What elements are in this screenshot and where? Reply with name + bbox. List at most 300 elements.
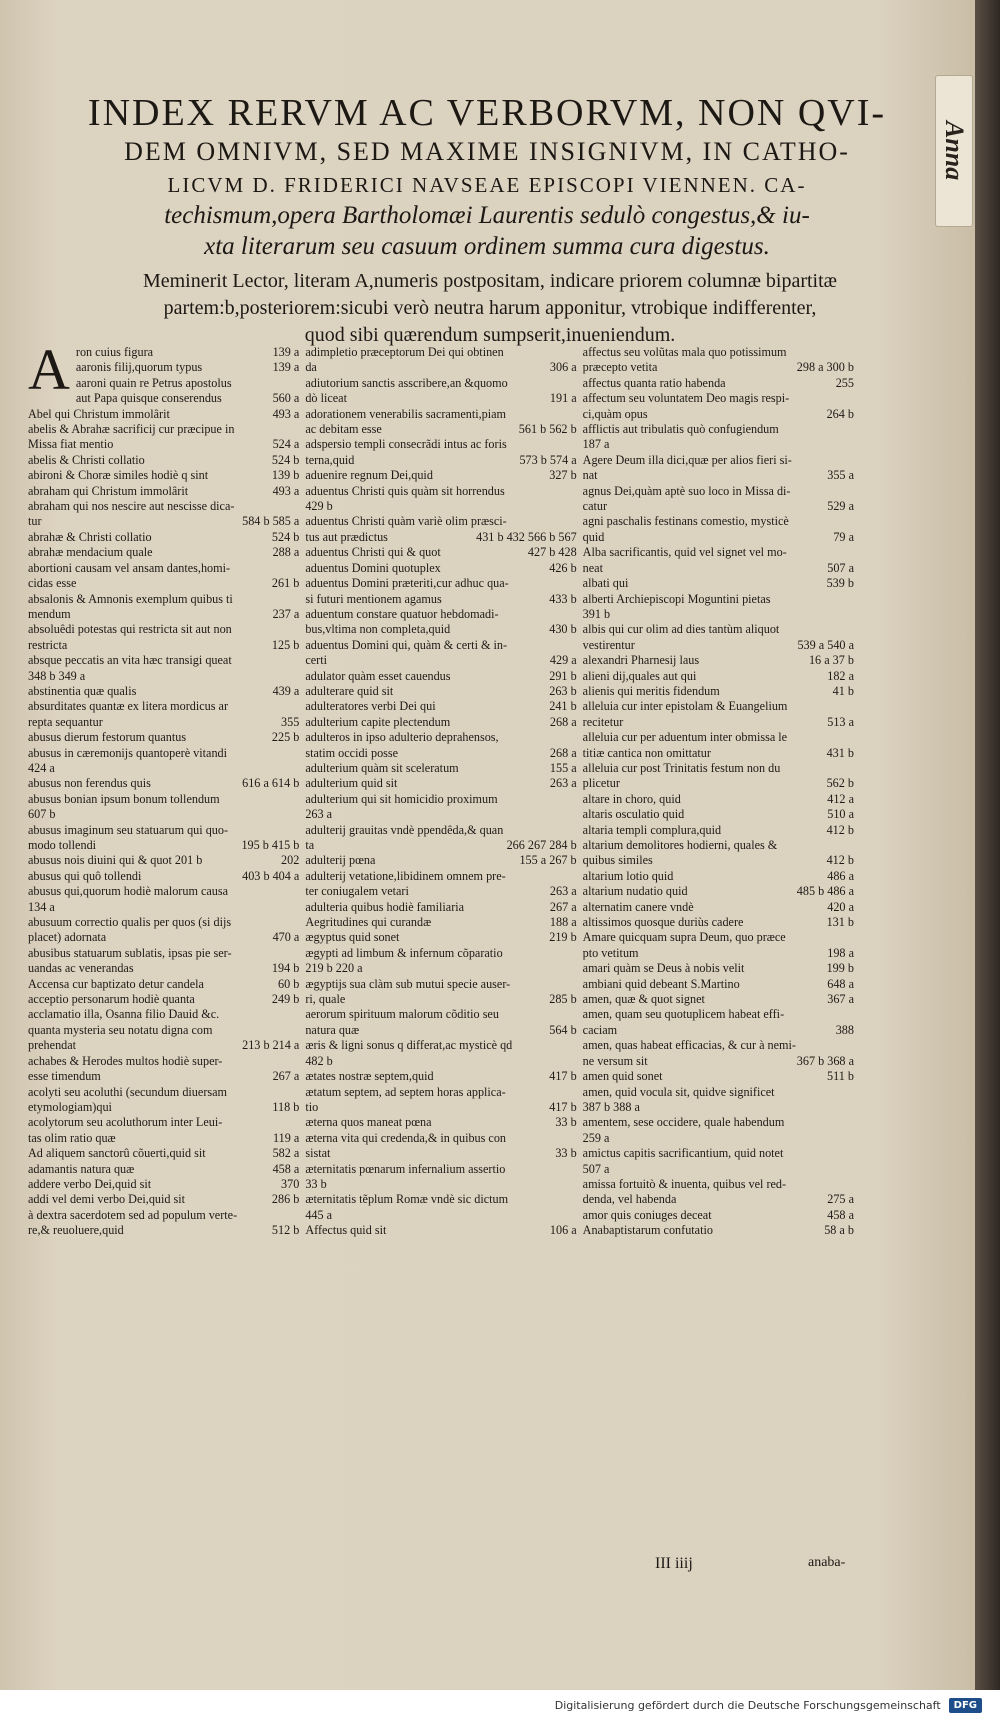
- index-entry: [28, 930, 299, 945]
- index-entry: [28, 776, 299, 791]
- index-entry: [583, 838, 854, 853]
- index-term: adamantis natura quæ: [28, 1161, 135, 1176]
- index-term: altaris osculatio quid: [582, 807, 685, 822]
- page-reference: 263 b: [549, 683, 577, 698]
- index-term: adimpletio præceptorum Dei qui obtinen: [305, 345, 504, 359]
- index-term: aerorum spirituum malorum cõditio seu: [305, 1007, 499, 1022]
- page-reference: 355: [281, 714, 300, 729]
- index-term: aduenire regnum Dei,quid: [305, 468, 433, 483]
- index-entry: [305, 838, 576, 853]
- index-entry: [583, 1192, 854, 1207]
- index-term: abraham qui nos nescire aut nescisse dica-: [28, 499, 235, 514]
- index-term: altarium demolitores hodierni, quales &: [582, 838, 778, 852]
- index-entry: [583, 1115, 854, 1130]
- index-entry: [28, 961, 299, 976]
- index-entry: [28, 437, 299, 452]
- page-reference: 648 a: [827, 976, 854, 991]
- page-reference: [571, 961, 577, 976]
- index-entry: [28, 746, 299, 761]
- page-reference: 512 b: [271, 1223, 300, 1238]
- index-term: amor quis coniuges deceat: [582, 1207, 712, 1222]
- index-entry: [28, 992, 299, 1007]
- index-term: abusus bonian ipsum bonum tollendum: [28, 791, 220, 806]
- index-entry: [583, 453, 854, 468]
- index-entry: [28, 1007, 299, 1022]
- page-reference: [848, 437, 854, 452]
- index-entry: [28, 1100, 299, 1115]
- page-reference: [848, 592, 854, 607]
- page-reference: 237 a: [272, 606, 300, 621]
- page-reference: 268 a: [549, 714, 577, 729]
- page-reference: 524 b: [271, 529, 300, 544]
- index-entry: [305, 961, 576, 976]
- index-term: certi: [305, 653, 327, 668]
- index-term: 187 a: [582, 437, 610, 452]
- index-entry: [583, 776, 854, 791]
- index-term: abironi & Choræ similes hodiè q sint: [28, 468, 209, 483]
- index-term: denda, vel habenda: [582, 1192, 677, 1207]
- index-term: Agere Deum illa dici,quæ per alios fieri si-: [582, 452, 792, 467]
- index-column-2: [305, 345, 576, 1570]
- index-entry: [305, 407, 576, 422]
- index-entry: [28, 407, 299, 422]
- page-reference: [571, 499, 577, 514]
- page-reference: [848, 453, 854, 468]
- index-entry: [305, 1069, 576, 1084]
- page-reference: [848, 730, 854, 745]
- index-entry: [28, 592, 299, 607]
- index-entry: [583, 1146, 854, 1161]
- index-term: aaronis filij,quorum typus: [75, 360, 203, 375]
- index-term: natura quæ: [305, 1022, 360, 1037]
- page-reference: 125 b: [271, 637, 300, 652]
- page-reference: [848, 345, 854, 360]
- index-entry: [305, 869, 576, 884]
- index-term: agni paschalis festinans comestio, mysticè: [582, 514, 789, 529]
- index-term: amen, quam seu quotuplicem habeat effi-: [582, 1007, 785, 1022]
- index-entry: [305, 499, 576, 514]
- index-entry: [305, 915, 576, 930]
- index-term: adulteratores verbi Dei qui: [305, 699, 436, 714]
- page-reference: 219 b: [549, 930, 577, 945]
- index-entry: [28, 484, 299, 499]
- page-reference: 539 b: [826, 576, 854, 591]
- index-term: amen, quæ & quot signet: [582, 992, 705, 1007]
- page-reference: 470 a: [272, 930, 300, 945]
- page-reference: 266 267 284 b: [506, 838, 577, 852]
- index-entry: [28, 730, 299, 745]
- index-term: 391 b: [582, 606, 611, 621]
- page-reference: [571, 638, 577, 653]
- index-entry: [28, 792, 299, 807]
- index-term: aduentus Domini quotuplex: [305, 560, 441, 575]
- page-reference: 106 a: [549, 1223, 577, 1238]
- index-term: altarium lotio quid: [582, 868, 674, 883]
- page-reference: 429 a: [549, 653, 577, 668]
- index-entry: [305, 422, 576, 437]
- index-entry: [583, 1162, 854, 1177]
- page-reference: [293, 499, 299, 514]
- page-reference: [571, 1038, 577, 1053]
- index-entry: [28, 453, 299, 468]
- index-term: adiutorium sanctis asscribere,an &quomo: [305, 375, 508, 390]
- page-reference: [293, 1054, 299, 1069]
- index-term: 33 b: [305, 1176, 327, 1191]
- index-entry: [305, 1054, 576, 1069]
- index-entry: [28, 1131, 299, 1146]
- page-reference: 529 a: [827, 499, 854, 514]
- index-term: ætates nostræ septem,quid: [305, 1069, 434, 1084]
- page-reference: 225 b: [271, 730, 300, 745]
- reader-note: [40, 268, 940, 349]
- book-edge: [975, 0, 1000, 1690]
- page-reference: 194 b: [271, 961, 300, 976]
- page-reference: [848, 545, 854, 560]
- index-term: abortioni causam vel ansam dantes,homi-: [28, 560, 231, 575]
- index-entry: [305, 792, 576, 807]
- page-reference: 562 b: [826, 776, 854, 791]
- index-term: albati qui: [582, 576, 629, 591]
- page-reference: 191 a: [549, 391, 577, 406]
- index-entry: [583, 900, 854, 915]
- index-term: aduentus Christi qui & quot: [305, 545, 441, 560]
- note-line-2: partem:b,posteriorem:sicubi verò neutra harum apponitur, vtrobique indifferenter,: [163, 297, 817, 319]
- index-entry: [305, 807, 576, 822]
- page-reference: [848, 1162, 854, 1177]
- index-entry: [28, 1177, 299, 1192]
- page-reference: 486 a: [827, 868, 854, 883]
- index-entry: [28, 946, 299, 961]
- index-entry: [583, 607, 854, 622]
- index-term: 219 b 220 a: [305, 961, 363, 976]
- page-reference: 439 a: [272, 683, 300, 698]
- page-reference: 433 b: [549, 591, 577, 606]
- page-reference: 263 a: [549, 884, 577, 899]
- page-reference: [293, 622, 299, 637]
- index-entry: [28, 1192, 299, 1207]
- index-term: acclamatio illa, Osanna filio Dauid &c.: [28, 1007, 220, 1022]
- index-entry: [28, 715, 299, 730]
- index-term: Missa fiat mentio: [28, 437, 114, 452]
- page-reference: [571, 1162, 577, 1177]
- index-term: quid: [582, 529, 605, 544]
- page-reference: 511 b: [827, 1069, 854, 1084]
- page-reference: 412 b: [826, 853, 854, 868]
- page-reference: 188 a: [549, 915, 577, 930]
- index-entry: [305, 1085, 576, 1100]
- page-reference: [571, 1192, 577, 1207]
- index-term: adulterium qui sit homicidio proximum: [305, 791, 498, 806]
- index-entry: [305, 376, 576, 391]
- index-term: Affectus quid sit: [305, 1223, 387, 1238]
- page-reference: [848, 622, 854, 637]
- index-entry: [305, 1023, 576, 1038]
- page-reference: [848, 1007, 854, 1022]
- index-entry: [305, 1007, 576, 1022]
- index-term: prehendat: [28, 1038, 77, 1053]
- index-entry: [28, 545, 299, 560]
- page-reference: 198 a: [827, 945, 854, 960]
- page-reference: 417 b: [549, 1069, 577, 1084]
- index-term: mendum: [28, 606, 71, 621]
- page-reference: 431 b: [826, 745, 854, 760]
- index-entry: [583, 407, 854, 422]
- index-term: ægyptijs sua clàm sub mutui specie auser-: [305, 976, 511, 991]
- page-reference: 458 a: [272, 1161, 300, 1176]
- index-entry: [28, 884, 299, 899]
- index-entry: [583, 992, 854, 1007]
- page-reference: [293, 422, 299, 437]
- index-term: æterna vita qui credenda,& in quibus con: [305, 1130, 507, 1145]
- page-reference: 60 b: [278, 976, 300, 991]
- index-entry: [583, 869, 854, 884]
- index-term: ne versum sit: [582, 1053, 648, 1068]
- page-reference: 139 a: [272, 345, 300, 359]
- page-reference: 268 a: [549, 745, 577, 760]
- index-entry: [305, 1208, 576, 1223]
- page-reference: [571, 576, 577, 591]
- page-reference: [571, 1054, 577, 1069]
- page-reference: 291 b: [549, 668, 577, 683]
- page-reference: [571, 792, 577, 807]
- index-entry: [305, 761, 576, 776]
- index-term: Anabaptistarum confutatio: [582, 1223, 713, 1238]
- index-term: tio: [305, 1099, 319, 1114]
- page-reference: [293, 1023, 299, 1038]
- index-term: ac debitam esse: [305, 422, 382, 437]
- index-term: quanta mysteria seu notatu digna com: [28, 1022, 213, 1037]
- index-entry: [583, 561, 854, 576]
- index-entry: [305, 900, 576, 915]
- page-reference: [571, 946, 577, 961]
- page-reference: 275 a: [827, 1192, 854, 1207]
- index-term: abusus non ferendus quis: [28, 776, 151, 791]
- index-term: Abel qui Christum immolârit: [28, 406, 170, 421]
- index-term: neat: [582, 560, 603, 575]
- catchword: anaba-: [808, 1555, 846, 1570]
- page-reference: [571, 407, 577, 422]
- index-term: Accensa cur baptizato detur candela: [28, 976, 204, 991]
- page-reference: [571, 807, 577, 822]
- index-term: acolyti seu acoluthi (secundum diuersam: [28, 1084, 228, 1099]
- index-term: abusus dierum festorum quantus: [28, 730, 187, 745]
- page-reference: [848, 422, 854, 437]
- page-reference: 41 b: [832, 683, 854, 698]
- index-entry: [28, 561, 299, 576]
- index-entry: [583, 437, 854, 452]
- index-entry: [28, 669, 299, 684]
- index-entry: [583, 345, 854, 360]
- index-entry: [583, 1038, 854, 1053]
- index-entry: [28, 499, 299, 514]
- index-entry: [305, 1100, 576, 1115]
- index-entry: [28, 915, 299, 930]
- note-line-3: quod sibi quærendum sumpserit,inueniendum.: [304, 324, 676, 346]
- index-entry: [305, 607, 576, 622]
- index-entry: [28, 761, 299, 776]
- index-entry: [583, 977, 854, 992]
- signature-mark: III iiij: [655, 1555, 693, 1572]
- page-reference: [571, 607, 577, 622]
- page-reference: 118 b: [272, 1099, 300, 1114]
- index-term: amictus capitis sacrificantium, quid notet: [582, 1146, 784, 1161]
- index-entry: [583, 1085, 854, 1100]
- index-entry: [305, 592, 576, 607]
- index-entry: [583, 1069, 854, 1084]
- index-entry: [583, 1223, 854, 1238]
- index-term: pto vetitum: [582, 945, 639, 960]
- index-term: Alba sacrificantis, quid vel signet vel mo-: [582, 545, 787, 560]
- index-entry: [583, 653, 854, 668]
- page-reference: 493 a: [272, 483, 300, 498]
- index-entry: [305, 622, 576, 637]
- index-term: absalonis & Amnonis exemplum quibus ti: [28, 591, 233, 606]
- index-term: alexandri Pharnesij laus: [582, 653, 700, 668]
- page-reference: 288 a: [272, 545, 300, 560]
- index-term: etymologiam)qui: [28, 1099, 112, 1114]
- index-term: ambiani quid debeant S.Martino: [582, 976, 740, 991]
- index-term: sistat: [305, 1146, 331, 1161]
- page-reference: [571, 869, 577, 884]
- index-entry: [305, 853, 576, 868]
- index-entry: [583, 1131, 854, 1146]
- page-reference: [293, 792, 299, 807]
- page-reference: [293, 746, 299, 761]
- page-reference: 264 b: [826, 406, 854, 421]
- index-term: ægyptus quid sonet: [305, 930, 400, 945]
- note-line-1: Meminerit Lector, literam A,numeris postpositam, indicare priorem columnæ bipartitæ: [142, 270, 838, 292]
- index-entry: [305, 1223, 576, 1238]
- index-entry: [28, 807, 299, 822]
- page-reference: [571, 1007, 577, 1022]
- index-column-1: [28, 345, 299, 1570]
- page-reference: 199 b: [826, 961, 854, 976]
- index-term: æternitatis tẽplum Romæ vndè sic dictum: [305, 1192, 509, 1207]
- index-entry: [583, 545, 854, 560]
- page-reference: 561 b 562 b: [518, 422, 577, 437]
- page-reference: [293, 946, 299, 961]
- page-reference: 524 a: [272, 437, 300, 452]
- page-reference: 139 b: [271, 468, 300, 483]
- index-entry: [28, 1208, 299, 1223]
- index-entry: [28, 1146, 299, 1161]
- index-term: albis qui cur olim ad dies tantùm aliquot: [582, 622, 780, 637]
- index-term: adulterij grauitas vndè ppendêda,& quan: [305, 822, 504, 837]
- index-term: placet) adornata: [28, 930, 107, 945]
- index-term: recitetur: [582, 714, 624, 729]
- page-reference: [848, 1038, 854, 1053]
- index-term: ci,quàm opus: [582, 406, 648, 421]
- page-reference: 412 a: [827, 791, 854, 806]
- index-term: abusus imaginum seu statuarum qui quo-: [28, 822, 229, 837]
- index-term: ri, quale: [305, 992, 346, 1007]
- index-entry: [583, 622, 854, 637]
- index-title: [22, 92, 952, 262]
- index-entry: [76, 376, 299, 391]
- index-entry: [583, 360, 854, 375]
- index-term: bus,vltima non completa,quid: [305, 622, 451, 637]
- page-reference: [293, 1115, 299, 1130]
- index-entry: [305, 946, 576, 961]
- page-reference: [848, 484, 854, 499]
- index-entry: [305, 699, 576, 714]
- index-term: abusus qui quô tollendi: [28, 868, 142, 883]
- index-term: 482 b: [305, 1053, 333, 1068]
- title-line-1: INDEX RERVM AC VERBORVM, NON QVI-: [87, 92, 887, 134]
- index-entry: [305, 545, 576, 560]
- index-term: Amare quicquam supra Deum, quo præce: [582, 930, 786, 945]
- index-term: modo tollendi: [28, 838, 97, 852]
- index-entry: [583, 499, 854, 514]
- page-reference: [571, 1131, 577, 1146]
- page-reference: [848, 1100, 854, 1115]
- index-entry: [76, 360, 299, 375]
- index-entry: [76, 345, 299, 360]
- index-entry: [28, 530, 299, 545]
- index-term: adulterij vetatione,libidinem omnem pre-: [305, 868, 506, 883]
- page-reference: [571, 484, 577, 499]
- index-entry: [28, 869, 299, 884]
- page-reference: 430 b: [549, 622, 577, 637]
- page-reference: [293, 915, 299, 930]
- page-reference: [293, 823, 299, 838]
- page-reference: 263 a: [549, 776, 577, 791]
- page-reference: [293, 884, 299, 899]
- page-reference: 139 a: [272, 360, 300, 375]
- index-entry: [583, 684, 854, 699]
- index-term: amen quid sonet: [582, 1069, 663, 1084]
- index-term: abrahæ mendacium quale: [28, 545, 153, 560]
- index-entry: [28, 853, 299, 868]
- page-reference: [571, 376, 577, 391]
- index-term: tus aut prædictus: [305, 529, 388, 544]
- index-term: restricta: [28, 637, 68, 652]
- index-term: abraham qui Christum immolârit: [28, 483, 189, 498]
- index-entry: [28, 1054, 299, 1069]
- page-reference: [571, 345, 577, 360]
- page-reference: 524 b: [271, 452, 300, 467]
- index-term: uandas ac venerandas: [28, 961, 134, 976]
- index-entry: [583, 823, 854, 838]
- page-reference: 249 b: [271, 992, 300, 1007]
- index-entry: [305, 730, 576, 745]
- index-entry: [305, 360, 576, 375]
- index-entry: [583, 1007, 854, 1022]
- index-term: affectum seu voluntatem Deo magis respi-: [582, 391, 790, 406]
- page-reference: 560 a: [272, 391, 300, 406]
- index-term: abusuum correctio qualis per quos (si dijs: [28, 915, 232, 930]
- index-term: statim occidi posse: [305, 745, 399, 760]
- page-reference: 79 a: [833, 529, 854, 544]
- page-reference: 539 a 540 a: [797, 637, 854, 652]
- page-reference: [848, 699, 854, 714]
- index-term: vestirentur: [582, 637, 635, 652]
- page-reference: 155 a: [549, 760, 577, 775]
- index-entry: [305, 823, 576, 838]
- index-term: amen, quid vocula sit, quidve significet: [582, 1084, 775, 1099]
- index-term: ter coniugalem vetari: [305, 884, 409, 899]
- page-reference: 285 b: [549, 992, 577, 1007]
- page-reference: 182 a: [827, 668, 854, 683]
- index-term: absque peccatis an vita hæc transigi queat: [28, 653, 232, 668]
- page-reference: [293, 376, 299, 391]
- index-entry: [305, 930, 576, 945]
- index-term: aaroni quain re Petrus apostolus: [75, 375, 232, 390]
- page-reference: 431 b 432 566 b 567: [476, 529, 577, 544]
- page-reference: 355 a: [827, 468, 854, 483]
- index-term: achabes & Herodes multos hodiè super-: [28, 1053, 223, 1068]
- index-term: titiæ cantica non omittatur: [582, 745, 711, 760]
